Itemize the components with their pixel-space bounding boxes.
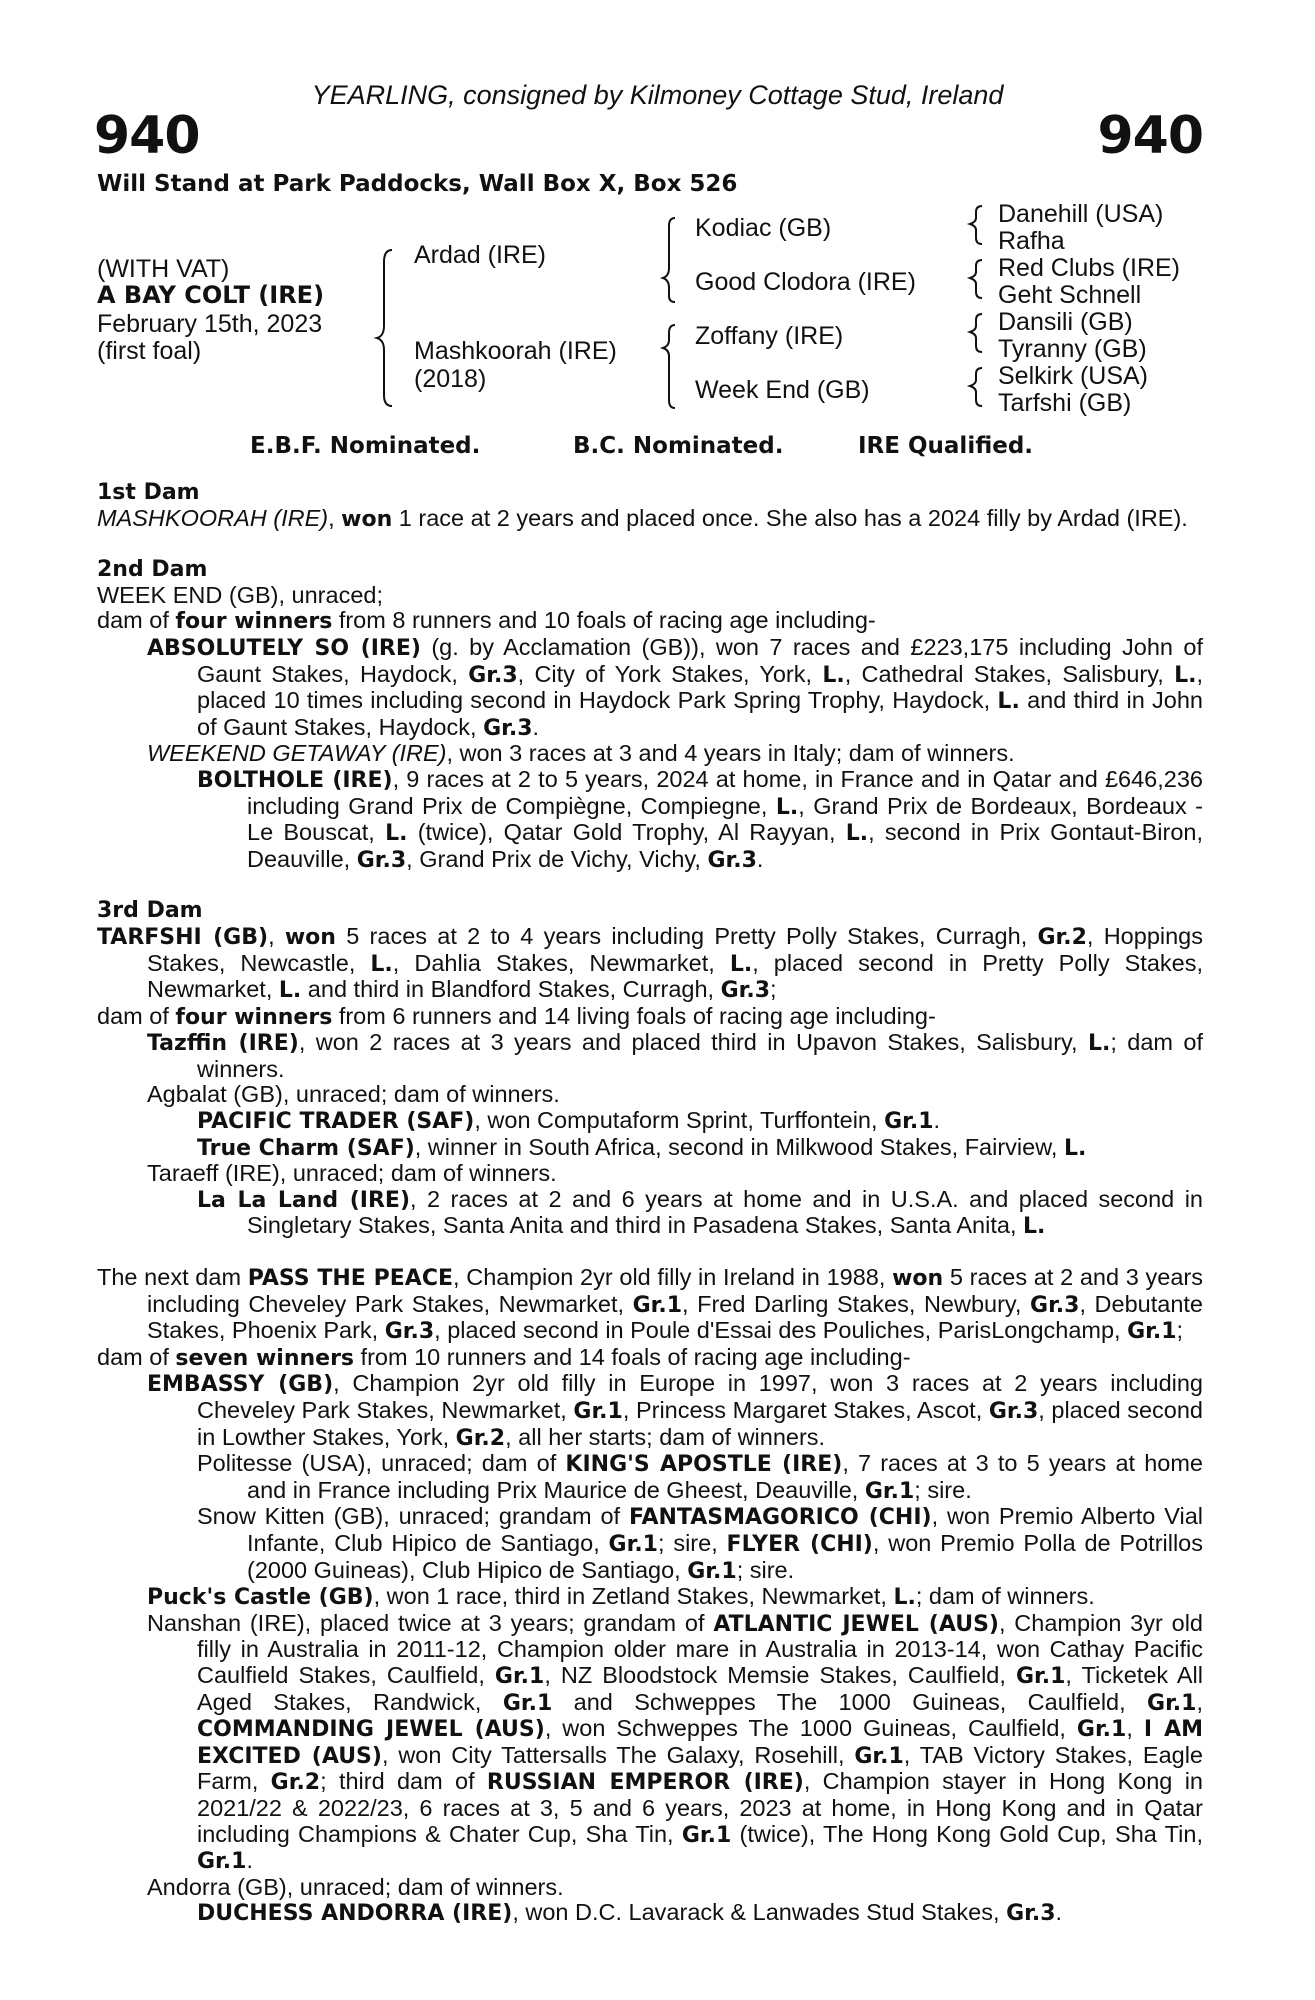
ancestor-6: Tyranny (GB) [998,335,1147,363]
produce-pucks-castle [97,1584,1203,1611]
emphasis-text: Gr.1 [687,1558,737,1584]
produce-snow-kitten [97,1504,1203,1584]
body-text: . [1055,1899,1063,1926]
body-text: , City of York Stakes, York, [517,660,823,687]
emphasis-text: La La Land (IRE) [197,1187,411,1213]
emphasis-text: EMBASSY (GB) [147,1372,334,1398]
emphasis-text: Gr.1 [502,1690,553,1716]
emphasis-text: Gr.3 [707,847,757,873]
body-text: , Fred Darling Stakes, Newbury, [682,1290,1031,1317]
emphasis-text: Gr.2 [1037,924,1087,950]
dam-sire-name: Zoffany (IRE) [695,322,844,350]
body-text: , TAB Victory Stakes, Eagle Farm, [197,1741,1203,1795]
emphasis-text: L. [1063,1135,1087,1161]
dam-dam-name: Week End (GB) [695,376,870,404]
foaling-date: February 15th, 2023 [97,310,323,338]
body-text: . [246,1847,253,1874]
body-text: , placed 10 times including second in Haydock Park Spring Trophy, Haydock, [197,660,1203,714]
emphasis-text: Gr.1 [1147,1690,1197,1716]
produce-true-charm [97,1135,1203,1162]
body-text: (g. by Acclamation (GB)), won 7 races and £223,175 including John of Gaunt Stakes, Haydock, [197,633,1203,687]
body-text: ; sire. [914,1476,972,1503]
body-text: (twice), The Hong Kong Gold Cup, Sha Tin, [731,1820,1203,1847]
emphasis-text: Gr.2 [270,1770,321,1796]
body-text: , [1196,1688,1203,1715]
body-text: and third in Blandford Stakes, Curragh, [301,976,721,1003]
second-dam-heading: 2nd Dam [97,557,208,583]
stabling-location: Will Stand at Park Paddocks, Wall Box X, Box 526 [97,171,738,197]
body-text: dam of [97,607,176,634]
body-text: , Grand Prix de Vichy, Vichy, [406,845,708,872]
emphasis-text: Gr.1 [854,1743,904,1769]
body-text: , won 2 races at 3 years and placed third in Upavon Stakes, Salisbury, [298,1029,1088,1056]
body-text: , won Premio Alberto Vial Infante, Club Hipico de Santiago, [247,1503,1203,1556]
emphasis-text: Gr.1 [864,1478,915,1504]
emphasis-text: L. [822,662,845,688]
body-text: , NZ Bloodstock Memsie Stakes, Caulfield, [544,1661,1016,1688]
body-text: WEEK END (GB), unraced; [97,581,383,608]
body-text: , [328,504,342,531]
emphasis-text: Gr.3 [1030,1292,1080,1318]
emphasis-text: TARFSHI (GB) [97,924,269,950]
produce-bolthole [97,767,1203,873]
emphasis-text: BOLTHOLE (IRE) [197,767,393,793]
emphasis-text: L. [1087,1031,1111,1057]
produce-absolutely-so [97,635,1203,741]
body-text: , won City Tattersalls The Galaxy, Rosehill, [381,1741,855,1768]
body-text: , won D.C. Lavarack & Lanwades Stud Stakes, [512,1899,1007,1926]
emphasis-text: seven winners [175,1345,355,1371]
emphasis-text: Gr.1 [1127,1319,1177,1345]
body-text: , Champion 3yr old filly in Australia in 2011-12, Champion older mare in Australia in 2013-14, won Cathay Pacific Caulfield Stakes, Caulfield, [197,1609,1203,1688]
italic-text: MASHKOORAH (IRE) [97,504,329,531]
body-text: ; third dam of [320,1768,487,1795]
emphasis-text: Gr.1 [608,1531,658,1557]
body-text: , winner in South Africa, second in Milkwood Stakes, Fairview, [414,1133,1064,1160]
ancestor-1: Danehill (USA) [998,200,1164,228]
body-text: , 9 races at 2 to 5 years, 2024 at home, in France and in Qatar and £646,236 including Grand Prix de Compiègne, Compiegne, [247,765,1203,819]
emphasis-text: L. [1023,1214,1046,1240]
produce-pacific-trader [97,1108,1203,1135]
body-text: (twice), Qatar Gold Trophy, Al Rayyan, [407,819,846,846]
body-text: . [756,845,764,872]
body-text: ; sire, [657,1529,727,1556]
ancestor-4: Geht Schnell [998,281,1142,309]
emphasis-text: Gr.1 [632,1292,683,1318]
produce-agbalat [97,1082,1203,1108]
third-dam-heading: 3rd Dam [97,898,203,924]
body-text: , won Computaform Sprint, Turffontein, [474,1107,885,1134]
body-text: , 2 races at 2 and 6 years at home and in U.S.A. and placed second in Singletary Stakes, Santa Anita and third in Pasadena Stakes, Santa Anita, [247,1185,1203,1239]
consignment-line: YEARLING, consigned by Kilmoney Cottage Stud, Ireland [311,80,1004,110]
body-text: ; dam of winners. [197,1029,1203,1082]
second-dam-produce-summary [97,608,1203,635]
body-text: , placed second in Poule d'Essai des Pouliches, ParisLongchamp, [434,1317,1128,1344]
body-text: ; dam of winners. [915,1583,1095,1610]
produce-politesse [97,1451,1203,1504]
vat-note: (WITH VAT) [97,255,230,283]
emphasis-text: L. [278,978,302,1004]
body-text: and Schweppes The 1000 Guineas, Caulfield, [552,1688,1148,1715]
emphasis-text: L. [370,951,393,977]
body-text: , Princess Margaret Stakes, Ascot, [622,1397,989,1423]
emphasis-text: FLYER (CHI) [726,1531,873,1557]
body-text: , won 1 race, third in Zetland Stakes, Newmarket, [373,1583,894,1610]
body-text: , 7 races at 3 to 5 years at home and in France including Prix Maurice de Gheest, Deauville, [247,1450,1203,1503]
emphasis-text: ATLANTIC JEWEL (AUS) [713,1611,999,1637]
emphasis-text: won [892,1266,944,1292]
emphasis-text: Gr.3 [988,1399,1039,1424]
emphasis-text: Gr.1 [573,1399,623,1424]
emphasis-text: Gr.1 [494,1663,545,1689]
emphasis-text: ABSOLUTELY SO (IRE) [147,635,421,661]
horse-name: A BAY COLT (IRE) [97,281,325,309]
first-dam-entry [97,506,1203,533]
emphasis-text: L. [729,951,753,977]
body-text: , won Premio Polla de Potrillos (2000 Guineas), Club Hipico de Santiago, [247,1529,1204,1583]
produce-nanshan [97,1611,1203,1875]
ancestor-8: Tarfshi (GB) [998,389,1132,417]
foal-note: (first foal) [97,337,202,365]
body-text: , all her starts; dam of winners. [505,1423,826,1450]
dam-year: (2018) [414,365,487,393]
sire-name: Ardad (IRE) [414,241,546,269]
emphasis-text: Gr.1 [681,1822,732,1848]
body-text: , Grand Prix de Bordeaux, Bordeaux - Le Bouscat, [247,792,1203,846]
body-text: 1 race at 2 years and placed once. She also has a 2024 filly by Ardad (IRE). [392,504,1188,531]
emphasis-text: won [284,924,336,950]
emphasis-text: PASS THE PEACE [247,1266,453,1292]
ancestor-2: Rafha [998,227,1065,255]
emphasis-text: L. [997,689,1020,715]
emphasis-text: Gr.1 [1015,1663,1066,1689]
second-dam-entry [97,583,1203,609]
emphasis-text: Gr.3 [384,1319,435,1345]
body-text: ; [770,976,777,1003]
produce-taraeff [97,1161,1203,1187]
emphasis-text: Gr.3 [356,847,407,873]
ancestor-5: Dansili (GB) [998,308,1133,336]
produce-la-la-land [97,1187,1203,1240]
emphasis-text: RUSSIAN EMPEROR (IRE) [486,1770,804,1796]
next-dam-entry [97,1265,1203,1345]
dam-name: Mashkoorah (IRE) [414,337,617,365]
sire-sire-name: Kodiac (GB) [695,214,832,242]
body-text: and third in John of Gaunt Stakes, Haydock, [197,687,1203,740]
ancestor-7: Selkirk (USA) [998,362,1149,390]
emphasis-text: PACIFIC TRADER (SAF) [197,1109,475,1135]
sire-dam-name: Good Clodora (IRE) [695,268,916,296]
body-text: Taraeff (IRE), unraced; dam of winners. [147,1160,557,1187]
emphasis-text: L. [385,821,408,847]
body-text: , Champion 2yr old filly in Ireland in 1988, [453,1264,893,1291]
body-text: , [268,922,285,949]
produce-andorra [97,1875,1203,1901]
emphasis-text: Gr.1 [1076,1717,1127,1743]
body-text: , Champion stayer in Hong Kong in 2021/22 & 2022/23, 6 races at 3, 5 and 6 years, 2023 at home, in Hong Kong and in Qatar including Champions & Chater Cup, Sha Tin, [197,1768,1203,1847]
emphasis-text: Gr.3 [720,978,771,1004]
body-text: 5 races at 2 to 4 years including Pretty Polly Stakes, Curragh, [335,922,1038,949]
emphasis-text: L. [775,794,799,820]
emphasis-text: L. [845,821,869,847]
body-text: , Dahlia Stakes, Newmarket, [392,949,730,976]
body-text: dam of [97,1002,176,1029]
body-text: , placed second in Lowther Stakes, York, [197,1397,1203,1450]
pedigree-notes [97,480,1203,1927]
body-text: , won 3 races at 3 and 4 years in Italy; dam of winners. [446,740,1015,767]
body-text: , won Schweppes The 1000 Guineas, Caulfield, [544,1715,1077,1742]
body-text: , Cathedral Stakes, Salisbury, [844,660,1175,687]
italic-text: WEEKEND GETAWAY (IRE) [147,740,447,767]
emphasis-text: Tazffin (IRE) [147,1031,299,1057]
next-dam-produce-summary [97,1345,1203,1372]
body-text: . [532,713,540,740]
emphasis-text: Gr.3 [483,715,533,741]
ebf-nomination: E.B.F. Nominated. [250,433,481,459]
ancestor-3: Red Clubs (IRE) [998,254,1180,282]
body-text: Nanshan (IRE), placed twice at 3 years; grandam of [147,1609,714,1636]
produce-embassy [97,1371,1203,1451]
emphasis-text: I AM EXCITED (AUS) [197,1717,1203,1769]
emphasis-text: KING'S APOSTLE (IRE) [565,1452,843,1478]
body-text: Agbalat (GB), unraced; dam of winners. [147,1081,560,1108]
emphasis-text: L. [1174,662,1197,688]
body-text: , Ticketek All Aged Stakes, Randwick, [197,1661,1204,1715]
emphasis-text: FANTASMAGORICO (CHI) [628,1505,932,1531]
body-text: , [1126,1715,1144,1742]
body-text: ; [1176,1317,1184,1344]
ire-qualified: IRE Qualified. [858,433,1034,459]
produce-tazffin [97,1030,1203,1082]
body-text: dam of [97,1343,176,1370]
body-text: , Debutante Stakes, Phoenix Park, [147,1290,1203,1344]
body-text: , Hoppings Stakes, Newcastle, [147,922,1203,976]
emphasis-text: won [341,506,393,532]
emphasis-text: Gr.1 [884,1109,934,1135]
emphasis-text: COMMANDING JEWEL (AUS) [197,1717,545,1743]
bc-nomination: B.C. Nominated. [573,433,784,459]
body-text: ; sire. [736,1556,795,1583]
emphasis-text: four winners [175,609,333,635]
body-text: . [933,1107,941,1134]
emphasis-text: True Charm (SAF) [197,1135,415,1161]
body-text: from 6 runners and 14 living foals of racing age including- [332,1002,936,1029]
first-dam-heading: 1st Dam [97,480,200,505]
body-text: The next dam [97,1264,248,1291]
body-text: Snow Kitten (GB), unraced; grandam of [197,1503,629,1530]
lot-number-right: 940 [1097,106,1203,166]
body-text: , second in Prix Gontaut-Biron, Deauville, [247,819,1204,872]
produce-duchess-andorra [97,1900,1203,1927]
emphasis-text: Gr.3 [468,662,518,688]
third-dam-produce-summary [97,1004,1203,1031]
produce-weekend-getaway [97,741,1203,767]
third-dam-entry [97,924,1203,1004]
body-text: , Champion 2yr old filly in Europe in 1997, won 3 races at 2 years including Cheveley Park Stakes, Newmarket, [197,1370,1203,1423]
body-text: from 8 runners and 10 foals of racing age including- [332,607,876,634]
emphasis-text: Gr.1 [197,1849,247,1875]
lot-number-left: 940 [94,106,200,166]
emphasis-text: Gr.3 [1006,1901,1056,1927]
emphasis-text: Gr.2 [455,1425,506,1451]
emphasis-text: Puck's Castle (GB) [147,1585,374,1611]
emphasis-text: DUCHESS ANDORRA (IRE) [197,1901,513,1927]
body-text: from 10 runners and 14 foals of racing age including- [354,1343,911,1370]
body-text: 5 races at 2 and 3 years including Cheveley Park Stakes, Newmarket, [147,1264,1203,1317]
body-text: Politesse (USA), unraced; dam of [197,1450,566,1477]
body-text: Andorra (GB), unraced; dam of winners. [147,1873,564,1900]
body-text: , placed second in Pretty Polly Stakes, Newmarket, [147,949,1203,1003]
emphasis-text: L. [893,1585,916,1611]
emphasis-text: four winners [175,1004,333,1030]
